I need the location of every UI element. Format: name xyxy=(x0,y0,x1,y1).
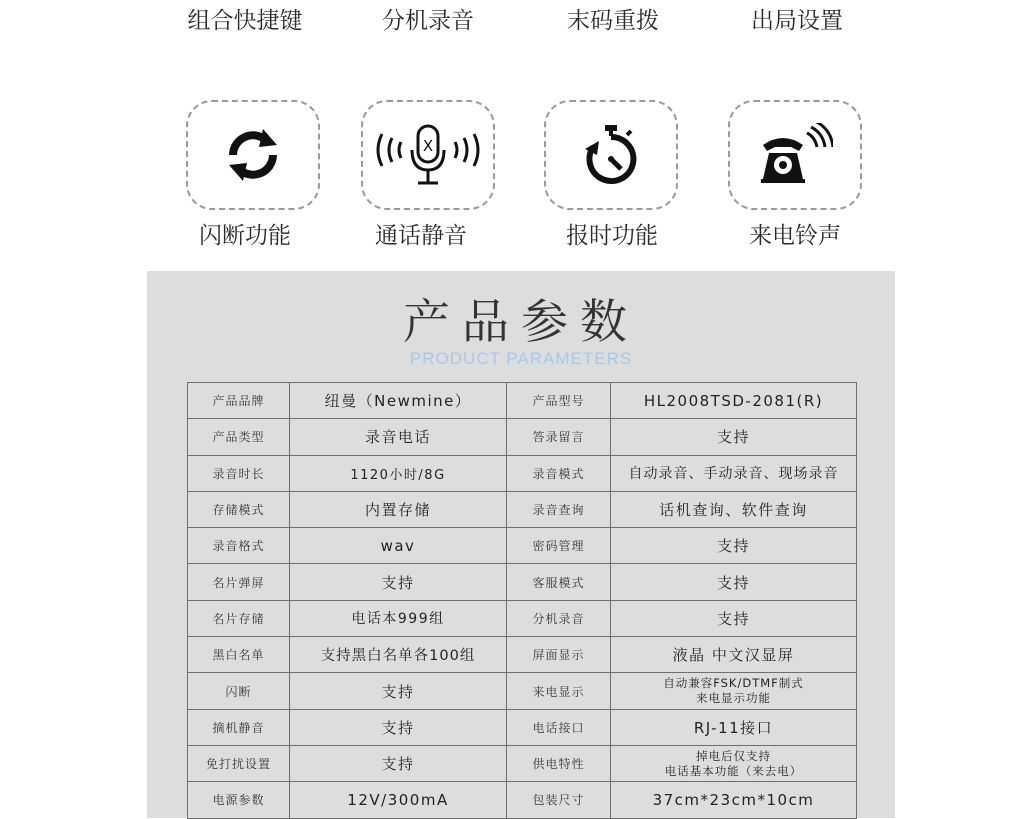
time-announce-box xyxy=(544,100,678,210)
param-value: 支持黑白名单各100组 xyxy=(290,637,507,673)
table-row xyxy=(188,709,857,745)
param-key: 存储模式 xyxy=(188,491,290,527)
param-value: 支持 xyxy=(611,564,857,600)
param-value-line: 掉电后仅支持 xyxy=(696,748,771,763)
param-value xyxy=(611,745,857,781)
param-key: 产品品牌 xyxy=(188,383,290,419)
param-value-line: 电话基本功能（来去电） xyxy=(664,763,803,778)
param-value: 1120小时/8G xyxy=(290,455,507,491)
feature-label-call-mute: 通话静音 xyxy=(375,223,467,249)
param-key: 包装尺寸 xyxy=(507,782,611,818)
param-key: 录音模式 xyxy=(507,455,611,491)
param-value: RJ-11接口 xyxy=(611,709,857,745)
param-key: 摘机静音 xyxy=(188,709,290,745)
param-key: 名片弹屏 xyxy=(188,564,290,600)
feature-label-last-digit-redial: 末码重拨 xyxy=(567,8,659,34)
stopwatch-icon xyxy=(579,123,643,187)
param-key: 录音时长 xyxy=(188,455,290,491)
param-value: 支持 xyxy=(290,673,507,709)
param-value: 支持 xyxy=(290,709,507,745)
table-row xyxy=(188,673,857,709)
param-key: 来电显示 xyxy=(507,673,611,709)
param-key: 录音格式 xyxy=(188,528,290,564)
param-key: 录音查询 xyxy=(507,491,611,527)
param-value: 支持 xyxy=(290,745,507,781)
param-value: 液晶 中文汉显屏 xyxy=(611,637,857,673)
param-value: 内置存储 xyxy=(290,491,507,527)
param-value: 录音电话 xyxy=(290,419,507,455)
table-row xyxy=(188,745,857,781)
feature-label-time-announce: 报时功能 xyxy=(566,223,658,249)
param-value: 自动录音、手动录音、现场录音 xyxy=(611,455,857,491)
product-parameters-panel xyxy=(147,271,895,818)
param-key: 产品型号 xyxy=(507,383,611,419)
feature-label-extension-recording: 分机录音 xyxy=(382,8,474,34)
param-value: 支持 xyxy=(290,564,507,600)
table-row xyxy=(188,528,857,564)
param-value-line: 来电显示功能 xyxy=(696,691,771,706)
table-row xyxy=(188,419,857,455)
table-row xyxy=(188,600,857,636)
param-value: 支持 xyxy=(611,528,857,564)
param-value: HL2008TSD-2081(R) xyxy=(611,383,857,419)
param-key: 名片存储 xyxy=(188,600,290,636)
param-key: 闪断 xyxy=(188,673,290,709)
flash-function-box xyxy=(186,100,320,210)
param-key: 电源参数 xyxy=(188,782,290,818)
param-value: 支持 xyxy=(611,419,857,455)
param-value: 话机查询、软件查询 xyxy=(611,491,857,527)
refresh-arrows-icon xyxy=(223,125,283,185)
table-row xyxy=(188,383,857,419)
param-key: 客服模式 xyxy=(507,564,611,600)
call-mute-box xyxy=(361,100,495,210)
param-value: 电话本999组 xyxy=(290,600,507,636)
param-value: 37cm*23cm*10cm xyxy=(611,782,857,818)
ringing-telephone-icon xyxy=(757,123,833,187)
param-value: 12V/300mA xyxy=(290,782,507,818)
parameters-table xyxy=(187,382,857,819)
param-value xyxy=(611,673,857,709)
feature-label-ringtone: 来电铃声 xyxy=(749,223,841,249)
muted-microphone-icon xyxy=(368,120,488,190)
param-key: 电话接口 xyxy=(507,709,611,745)
table-row xyxy=(188,782,857,818)
table-row xyxy=(188,564,857,600)
feature-label-outside-line-setting: 出局设置 xyxy=(751,8,843,34)
param-value: 支持 xyxy=(611,600,857,636)
param-key: 答录留言 xyxy=(507,419,611,455)
params-title: 产品参数 xyxy=(403,295,639,350)
param-key: 免打扰设置 xyxy=(188,745,290,781)
param-key: 黑白名单 xyxy=(188,637,290,673)
svg-text:X: X xyxy=(422,137,434,155)
param-value: 纽曼（Newmine） xyxy=(290,383,507,419)
params-subtitle: PRODUCT PARAMETERS xyxy=(409,349,633,368)
table-row xyxy=(188,637,857,673)
feature-label-combo-shortcut: 组合快捷键 xyxy=(187,8,303,34)
param-key: 密码管理 xyxy=(507,528,611,564)
table-row xyxy=(188,455,857,491)
param-key: 屏面显示 xyxy=(507,637,611,673)
param-value: wav xyxy=(290,528,507,564)
param-value-line: 自动兼容FSK/DTMF制式 xyxy=(663,676,804,691)
ringtone-box xyxy=(728,100,862,210)
table-row xyxy=(188,491,857,527)
param-key: 供电特性 xyxy=(507,745,611,781)
param-key: 分机录音 xyxy=(507,600,611,636)
feature-label-flash: 闪断功能 xyxy=(199,223,291,249)
param-key: 产品类型 xyxy=(188,419,290,455)
